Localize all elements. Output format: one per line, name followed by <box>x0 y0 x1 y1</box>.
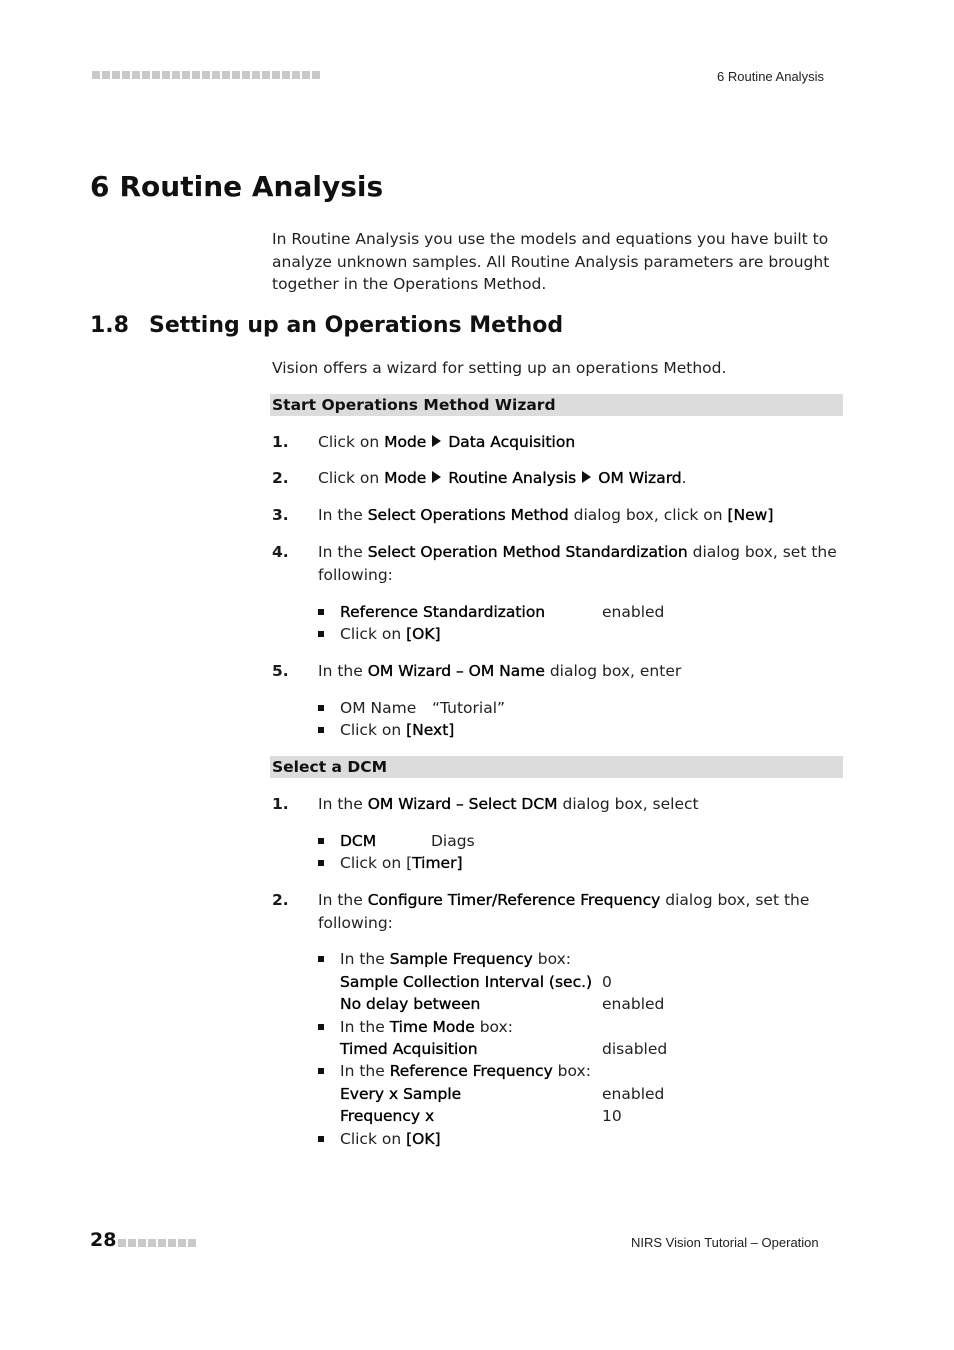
bullet-icon <box>318 1068 324 1074</box>
step-text: In the Configure Timer/Reference Frequency dialog box, set the following: <box>318 891 810 932</box>
procedure-heading-wizard: Start Operations Method Wizard <box>270 394 843 416</box>
step-number: 1. <box>272 433 289 451</box>
bullet-icon <box>318 609 324 615</box>
bullet-icon <box>318 860 324 866</box>
bullet-icon <box>318 1024 324 1030</box>
bullet-icon <box>318 956 324 962</box>
footer-decoration <box>118 1239 196 1247</box>
step-number: 1. <box>272 795 289 813</box>
bullet-icon <box>318 705 324 711</box>
menu-arrow-icon <box>582 471 591 483</box>
bullet-icon <box>318 727 324 733</box>
bullet-icon <box>318 838 324 844</box>
step-text: In the Select Operation Method Standardization dialog box, set the following: <box>318 543 837 584</box>
step-number: 2. <box>272 891 289 909</box>
header-decoration <box>92 71 320 79</box>
bullet-icon <box>318 631 324 637</box>
section-title <box>90 313 563 338</box>
page-number: 28 <box>90 1229 117 1251</box>
bullet-icon <box>318 1136 324 1142</box>
chapter-intro: In Routine Analysis you use the models and equations you have built to analyze unknown samples. All Routine Analysis parameters are brought together in the Operations Method. <box>272 230 830 293</box>
step-number: 5. <box>272 662 289 680</box>
section-number: 1.8 <box>90 313 129 338</box>
procedure-heading-dcm: Select a DCM <box>270 756 843 778</box>
step-number: 4. <box>272 543 289 561</box>
section-intro: Vision offers a wizard for setting up an operations Method. <box>272 359 727 377</box>
step-text: In the Select Operations Method dialog box, click on [New] <box>318 506 774 524</box>
menu-arrow-icon <box>432 471 441 483</box>
section-title-text: Setting up an Operations Method <box>148 313 564 338</box>
chapter-number: 6 <box>90 170 110 203</box>
step-number: 2. <box>272 469 289 487</box>
footer-title: NIRS Vision Tutorial – Operation <box>631 1235 819 1250</box>
step-text: In the OM Wizard – OM Name dialog box, enter <box>318 662 682 680</box>
step-text: Click on Mode Data Acquisition <box>318 433 576 451</box>
step-number: 3. <box>272 506 289 524</box>
menu-arrow-icon <box>432 435 441 447</box>
chapter-title <box>90 170 383 203</box>
step-text: In the OM Wizard – Select DCM dialog box, select <box>318 795 699 813</box>
step-text: Click on Mode Routine Analysis OM Wizard. <box>318 469 687 487</box>
chapter-title-text: Routine Analysis <box>119 170 384 203</box>
running-header: 6 Routine Analysis <box>717 69 824 84</box>
